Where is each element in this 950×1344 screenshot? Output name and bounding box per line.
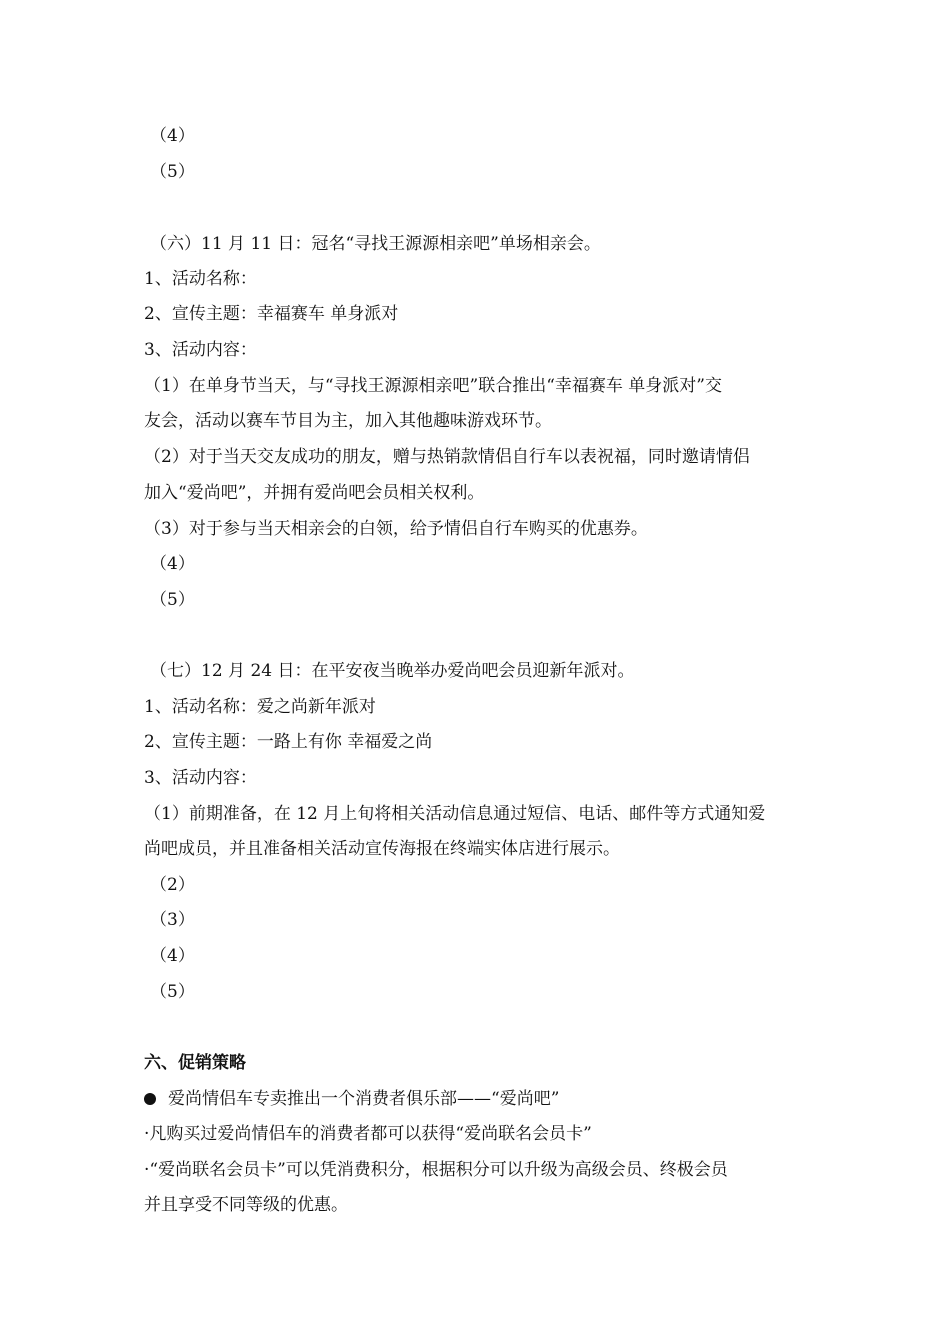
section-title: 六、促销策略 bbox=[144, 1053, 246, 1073]
list-item: （5） bbox=[150, 982, 195, 1002]
list-item: （3） bbox=[150, 910, 195, 930]
bullet-dot-icon bbox=[144, 1093, 156, 1105]
paragraph-line: ·“爱尚联名会员卡”可以凭消费积分，根据积分可以升级为高级会员、终极会员 bbox=[144, 1160, 728, 1180]
section-heading: （六）11 月 11 日：冠名“寻找王源源相亲吧”单场相亲会。 bbox=[150, 234, 601, 254]
paragraph-line: （2）对于当天交友成功的朋友，赠与热销款情侣自行车以表祝福，同时邀请情侣 bbox=[144, 447, 750, 467]
list-item: 3、活动内容： bbox=[144, 768, 257, 788]
paragraph-line: ·凡购买过爱尚情侣车的消费者都可以获得“爱尚联名会员卡” bbox=[144, 1124, 592, 1144]
list-item: （5） bbox=[150, 590, 195, 610]
list-item: 1、活动名称：爱之尚新年派对 bbox=[144, 697, 376, 717]
list-item: （4） bbox=[150, 554, 195, 574]
list-item: 2、宣传主题：一路上有你 幸福爱之尚 bbox=[144, 732, 433, 752]
list-item: （4） bbox=[150, 946, 195, 966]
list-item: （2） bbox=[150, 875, 195, 895]
bullet-item bbox=[144, 1087, 559, 1111]
paragraph-line: 并且享受不同等级的优惠。 bbox=[144, 1195, 348, 1215]
paragraph-line: 友会，活动以赛车节目为主，加入其他趣味游戏环节。 bbox=[144, 411, 552, 431]
section-heading: （七）12 月 24 日：在平安夜当晚举办爱尚吧会员迎新年派对。 bbox=[150, 661, 635, 681]
paragraph-line: （3）对于参与当天相亲会的白领，给予情侣自行车购买的优惠券。 bbox=[144, 519, 648, 539]
list-item: （4） bbox=[150, 126, 195, 146]
list-item: 2、宣传主题：幸福赛车 单身派对 bbox=[144, 304, 399, 324]
bullet-text: 爱尚情侣车专卖推出一个消费者俱乐部——“爱尚吧” bbox=[168, 1089, 560, 1109]
paragraph-line: （1）在单身节当天，与“寻找王源源相亲吧”联合推出“幸福赛车 单身派对”交 bbox=[144, 376, 722, 396]
paragraph-line: （1）前期准备，在 12 月上旬将相关活动信息通过短信、电话、邮件等方式通知爱 bbox=[144, 804, 766, 824]
list-item: （5） bbox=[150, 162, 195, 182]
list-item: 3、活动内容： bbox=[144, 340, 257, 360]
paragraph-line: 尚吧成员，并且准备相关活动宣传海报在终端实体店进行展示。 bbox=[144, 839, 620, 859]
list-item: 1、活动名称： bbox=[144, 269, 257, 289]
paragraph-line: 加入“爱尚吧”，并拥有爱尚吧会员相关权利。 bbox=[144, 483, 485, 503]
